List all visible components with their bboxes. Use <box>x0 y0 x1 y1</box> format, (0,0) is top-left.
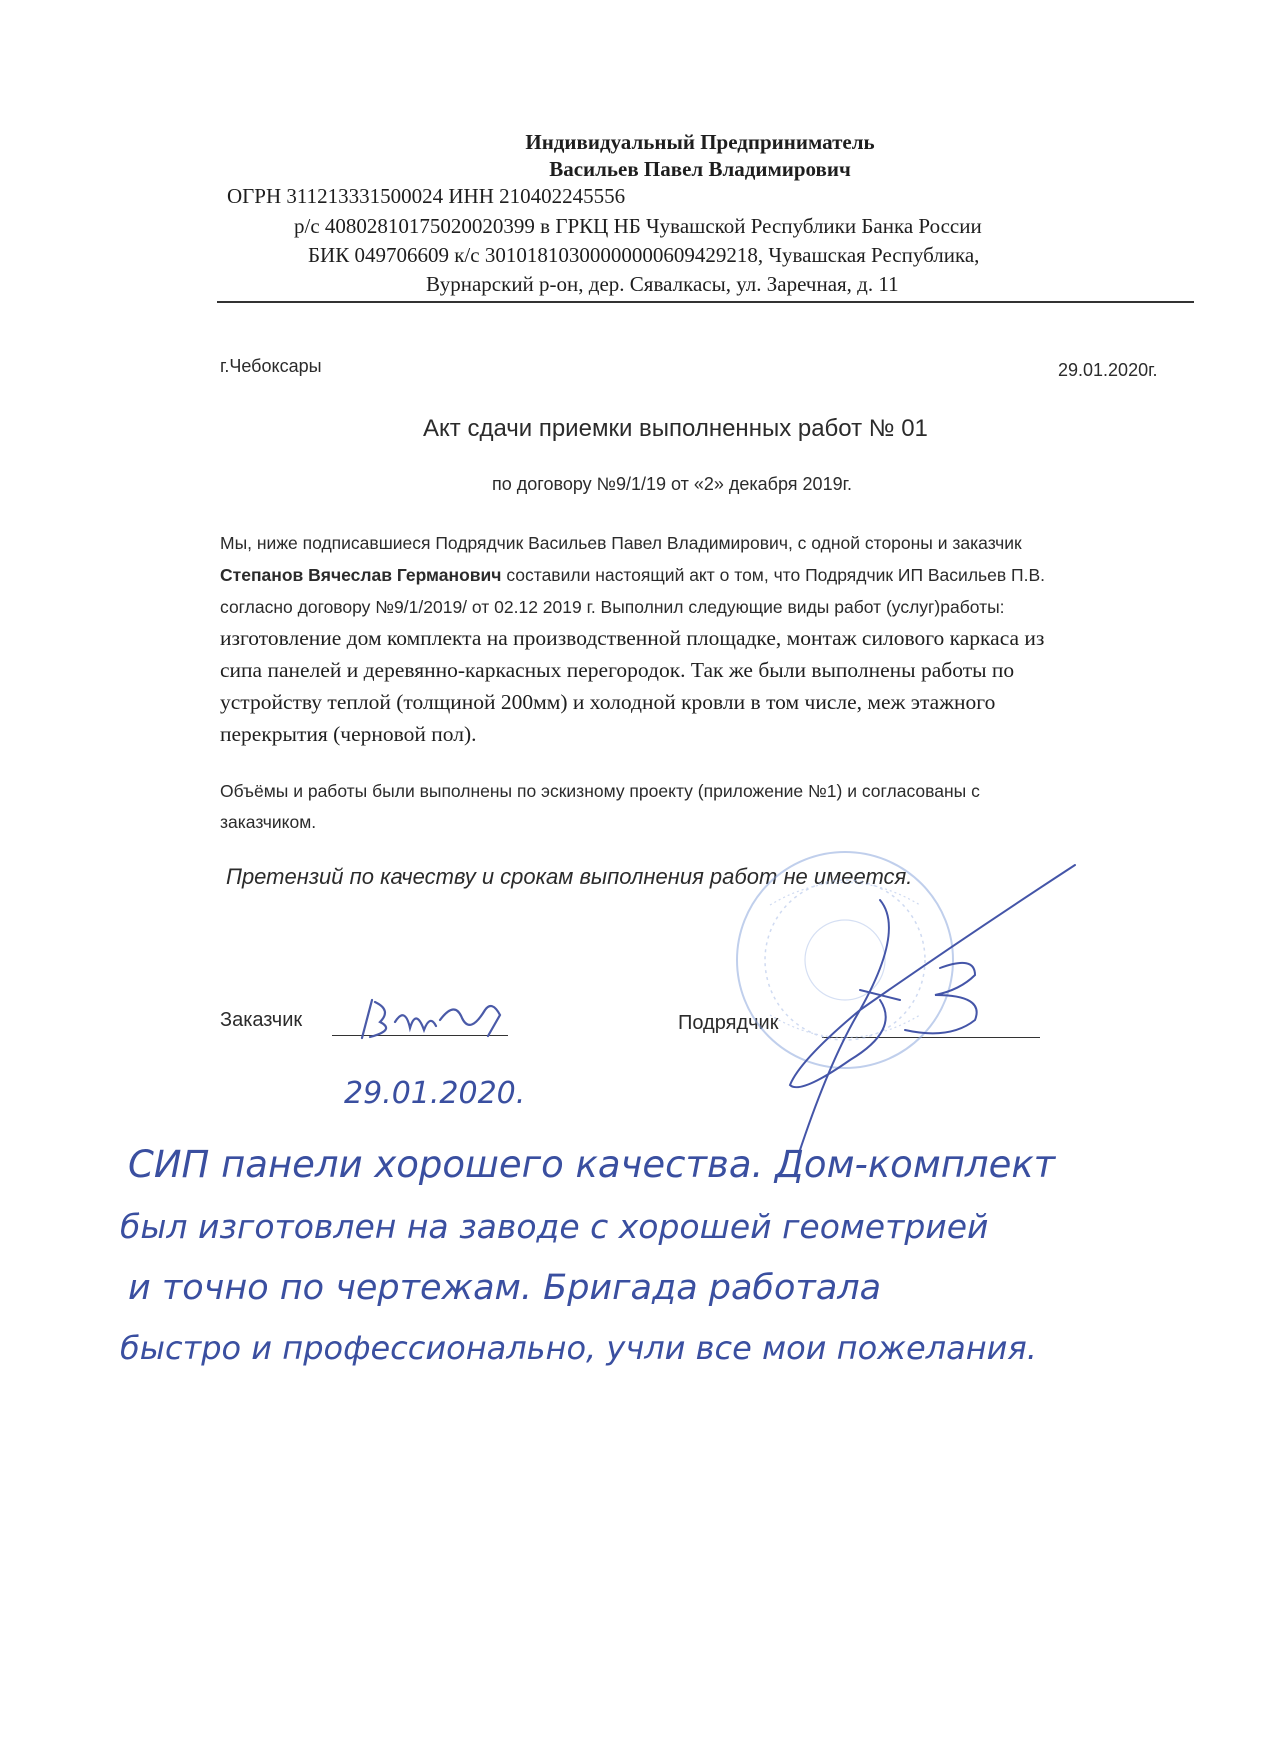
letterhead-bik: БИК 049706609 к/с 30101810300000000609429218, Чувашская Республика, <box>308 243 980 267</box>
body-p2-line-2: заказчиком. <box>220 812 317 832</box>
body-line-6: устройству теплой (толщиной 200мм) и холодной кровли в том числе, меж этажного <box>220 690 996 714</box>
handwritten-date: 29.01.2020. <box>344 1076 526 1111</box>
act-subtitle: по договору №9/1/19 от «2» декабря 2019г. <box>492 474 852 494</box>
body-line-5: сипа панелей и деревянно-каркасных перегородок. Так же были выполнены работы по <box>220 658 1015 682</box>
letterhead-name: Васильев Павел Владимирович <box>549 157 851 181</box>
body-line-7: перекрытия (черновой пол). <box>220 722 477 746</box>
contractor-signature <box>790 865 1075 1150</box>
letterhead-ogrn-inn: ОГРН 311213331500024 ИНН 210402245556 <box>227 184 626 208</box>
letterhead-title: Индивидуальный Предприниматель <box>525 130 875 154</box>
body-line-4: изготовление дом комплекта на производственной площадке, монтаж силового каркаса из <box>220 626 1045 650</box>
customer-label: Заказчик <box>220 1009 303 1031</box>
document-place: г.Чебоксары <box>220 356 322 376</box>
handwritten-review-line-2: был изготовлен на заводе с хорошей геометрией <box>120 1207 989 1246</box>
customer-signature <box>362 1000 500 1038</box>
customer-name: Степанов Вячеслав Германович <box>220 565 502 585</box>
handwritten-review-line-4: быстро и профессионально, учли все мои пожелания. <box>120 1329 1037 1367</box>
body-line-1: Мы, ниже подписавшиеся Подрядчик Васильев Павел Владимирович, с одной стороны и заказчик <box>220 533 1022 553</box>
contractor-label: Подрядчик <box>678 1012 779 1034</box>
no-claims-statement: Претензий по качеству и срокам выполнения работ не имеется. <box>226 864 913 889</box>
body-line-2-rest: составили настоящий акт о том, что Подрядчик ИП Васильев П.В. <box>501 565 1046 585</box>
letterhead-bank-account: р/с 40802810175020020399 в ГРКЦ НБ Чувашской Республики Банка России <box>294 214 982 238</box>
body-line-3: согласно договору №9/1/2019/ от 02.12 2019 г. Выполнил следующие виды работ (услуг)работы: <box>220 597 1005 617</box>
document-date: 29.01.2020г. <box>1058 360 1158 380</box>
letterhead-address: Вурнарский р-он, дер. Сявалкасы, ул. Заречная, д. 11 <box>426 272 899 296</box>
handwritten-review-line-3: и точно по чертежам. Бригада работала <box>128 1268 882 1308</box>
body-p2-line-1: Объёмы и работы были выполнены по эскизному проекту (приложение №1) и согласованы с <box>220 781 980 801</box>
act-title: Акт сдачи приемки выполненных работ № 01 <box>423 415 928 442</box>
handwritten-review-line-1: СИП панели хорошего качества. Дом-комплект <box>128 1143 1056 1186</box>
